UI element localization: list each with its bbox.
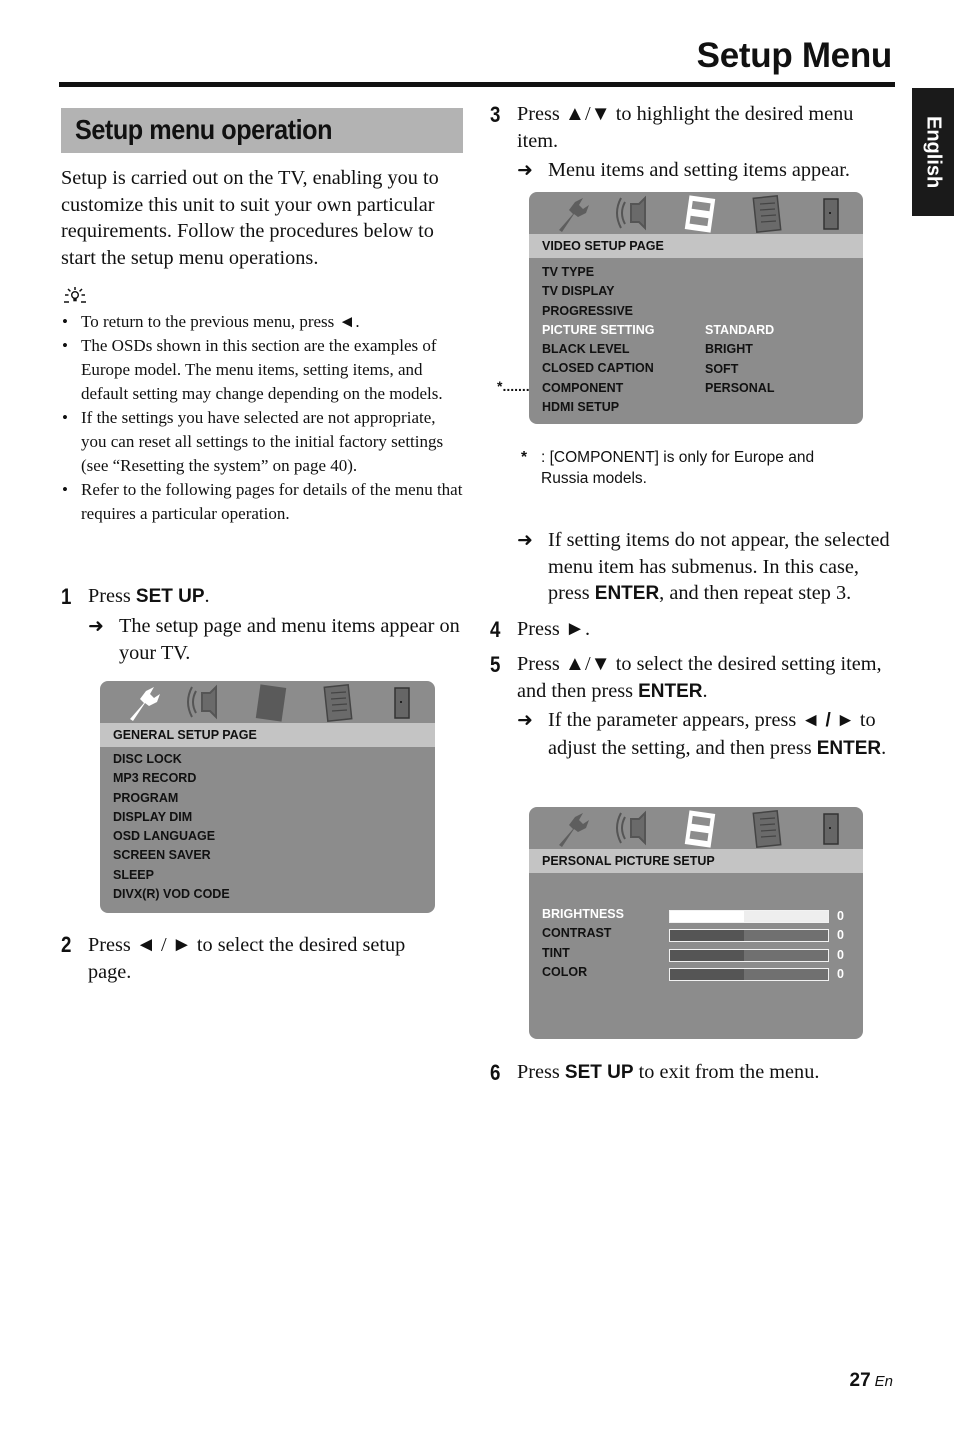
step-number: 1: [61, 584, 72, 609]
osd-icon-bar: [100, 681, 435, 723]
osd-param-value: 0: [837, 947, 844, 962]
speaker-icon: [617, 198, 645, 228]
wrench-icon: [559, 198, 589, 232]
osd-param-value: 0: [837, 966, 844, 981]
osd-menu-list: [542, 263, 655, 417]
page-number-value: 27: [849, 1370, 871, 1391]
list-item: • Refer to the following pages for details of the menu that requires a particular operation.: [61, 478, 463, 526]
osd-icon-bar: [529, 192, 863, 234]
key-label: ◄ / ►: [801, 710, 855, 731]
step-1-result: ➜ The setup page and menu items appear on your TV.: [88, 615, 460, 664]
osd-param-label: CONTRAST: [542, 926, 612, 941]
osd-setting-item: STANDARD: [705, 323, 775, 337]
osd-setting-item: PERSONAL: [705, 380, 775, 395]
list-item: • To return to the previous menu, press ◄.: [61, 310, 463, 334]
document-icon: [753, 196, 780, 232]
step-3-text: Press ▲/▼ to highlight the desired menu item.: [517, 103, 854, 152]
osd-param-bar: [669, 910, 829, 923]
step-number: 6: [490, 1060, 501, 1085]
osd-param-label: TINT: [542, 945, 570, 960]
osd-menu-item: MP3 RECORD: [113, 771, 197, 786]
osd-param-bar: [669, 929, 829, 942]
osd-menu-item-selected: PICTURE SETTING: [542, 322, 655, 337]
osd-menu-item: CLOSED CAPTION: [542, 361, 654, 376]
arrow-icon: ➜: [88, 615, 104, 637]
speaker-icon: [617, 813, 645, 843]
film-icon: [685, 195, 715, 232]
arrow-icon: ➜: [517, 159, 533, 181]
page-title: Setup Menu: [696, 36, 892, 75]
speaker-icon: [188, 687, 216, 717]
page-number: [850, 1370, 894, 1392]
osd-menu-item: BLACK LEVEL: [542, 342, 630, 357]
osd-param-value: 0: [837, 909, 844, 923]
osd-menu-item: SCREEN SAVER: [113, 848, 211, 863]
section-heading: [61, 108, 463, 153]
document-icon: [324, 685, 351, 721]
osd-page-title: VIDEO SETUP PAGE: [542, 239, 664, 253]
osd-menu-list: [113, 750, 230, 904]
notes-list: [61, 310, 463, 526]
osd-page-title-band: [100, 723, 435, 747]
osd-menu-item: OSD LANGUAGE: [113, 829, 216, 844]
osd-page-title-band: [529, 234, 863, 258]
osd-menu-item: TV DISPLAY: [542, 284, 615, 299]
step-5-text: Press ▲/▼ to select the desired setting item, and then press ENTER.: [517, 653, 882, 702]
door-icon: [824, 199, 838, 229]
lightbulb-icon: [61, 286, 91, 306]
step-3-note: ➜ If setting items do not appear, the selected menu item has submenus. In this case, press ENTER, and then repeat step 3.: [517, 529, 890, 604]
wrench-icon: [130, 687, 160, 721]
osd-menu-item: TV TYPE: [542, 265, 595, 279]
intro-paragraph: Setup is carried out on the TV, enabling you to customize this unit to suit your own particular requirements. Follow the procedures below to start the setup menu operations.: [61, 167, 439, 269]
header-rule: [59, 82, 895, 87]
page-lang: En: [874, 1373, 893, 1390]
arrow-icon: ➜: [517, 709, 533, 731]
osd-param-bar-fill: [670, 969, 744, 980]
osd-setting-item: SOFT: [705, 361, 739, 376]
step-1-text: Press SET UP.: [88, 585, 210, 607]
osd-menu-item: HDMI SETUP: [542, 400, 620, 415]
wrench-icon: [559, 813, 589, 847]
door-icon: [395, 688, 409, 718]
footnote-mark: *: [521, 449, 528, 466]
document-icon: [753, 811, 780, 847]
osd-page-title: GENERAL SETUP PAGE: [113, 728, 257, 742]
osd-screen-video: [529, 192, 863, 424]
osd-param-bar: [669, 968, 829, 981]
osd-menu-item: PROGRESSIVE: [542, 303, 633, 318]
osd-param-bar-fill: [670, 911, 744, 922]
list-item: • The OSDs shown in this section are the examples of Europe model. The menu items, setting items, and default setting may change depending on the models.: [61, 334, 463, 406]
osd-menu-item: DISC LOCK: [113, 752, 182, 766]
language-tab: [912, 88, 954, 216]
osd-screen-general: [100, 681, 435, 913]
language-tab-label: English: [922, 115, 945, 189]
osd-page-title: PERSONAL PICTURE SETUP: [542, 854, 715, 868]
osd-param-bar: [669, 949, 829, 962]
key-label: ENTER: [816, 737, 882, 759]
section-title: Setup menu operation: [75, 114, 333, 145]
list-item: • If the settings you have selected are not appropriate, you can reset all settings to the initial factory settings (see “Resetting the system” on page 40).: [61, 406, 463, 478]
arrow-icon: ➜: [517, 529, 533, 551]
osd-param-value: 0: [837, 928, 844, 943]
osd-setting-list: [705, 321, 774, 398]
step-6-text: Press SET UP to exit from the menu.: [517, 1061, 820, 1083]
step-5-result: ➜ If the parameter appears, press ◄ / ► to adjust the setting, and then press ENTER.: [517, 709, 887, 759]
key-label: SET UP: [564, 1062, 634, 1083]
osd-param-bar-fill: [670, 950, 744, 961]
osd-setting-item: BRIGHT: [705, 342, 753, 357]
osd-menu-item: DISPLAY DIM: [113, 809, 193, 824]
osd-param-label: COLOR: [542, 964, 588, 979]
footnote-marker: *.......: [497, 378, 530, 394]
osd-menu-item: SLEEP: [113, 867, 154, 882]
step-number: 5: [490, 652, 501, 677]
step-number: 4: [490, 617, 501, 642]
osd-param-label: BRIGHTNESS: [542, 907, 624, 921]
osd-menu-item: PROGRAM: [113, 790, 179, 805]
film-icon: [685, 810, 715, 847]
step-2-text: Press ◄ / ► to select the desired setup page.: [88, 934, 406, 983]
key-label: ENTER: [638, 681, 703, 702]
step-number: 2: [61, 932, 72, 957]
osd-menu-item: DIVX(R) VOD CODE: [113, 887, 230, 902]
step-4-text: Press ►.: [517, 618, 591, 640]
osd-screen-personal-picture: [529, 807, 863, 1039]
footnote: * : [COMPONENT] is only for Europe and Russia models.: [521, 449, 815, 487]
key-label: ENTER: [594, 583, 660, 604]
key-label: SET UP: [135, 586, 205, 607]
osd-icon-bar: [529, 807, 863, 849]
door-icon: [824, 814, 838, 844]
step-number: 3: [490, 102, 501, 127]
osd-param-bar-fill: [670, 930, 744, 941]
osd-menu-item: COMPONENT: [542, 380, 624, 395]
osd-page-title-band: [529, 849, 863, 873]
film-icon: [256, 684, 286, 721]
step-3-result: ➜ Menu items and setting items appear.: [517, 157, 892, 184]
